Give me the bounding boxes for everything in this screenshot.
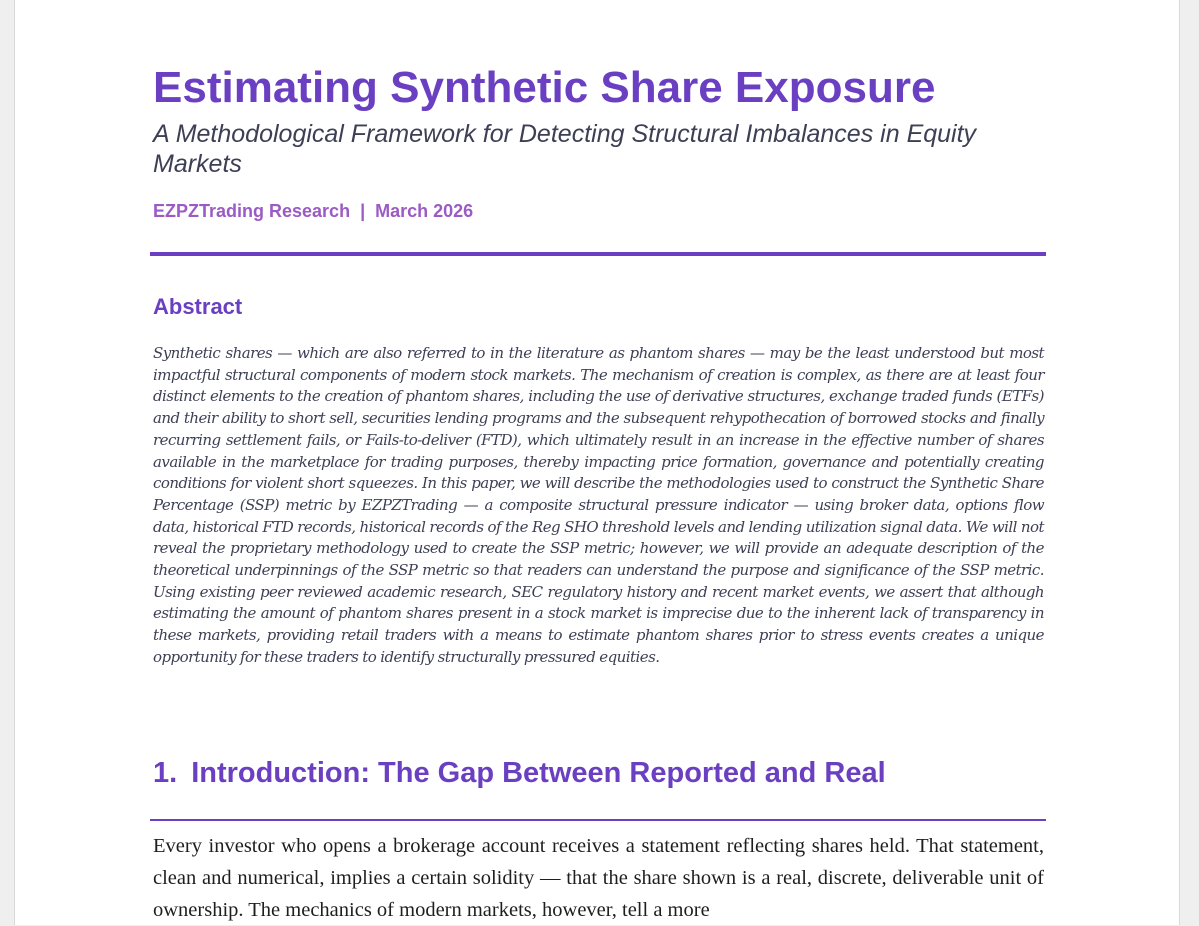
paper-title: Estimating Synthetic Share Exposure (153, 63, 936, 112)
section-divider (150, 819, 1046, 821)
byline-date: March 2026 (375, 201, 474, 221)
document-page (14, 0, 1180, 925)
byline-organization: EZPZTrading Research (153, 201, 351, 221)
section-heading-introduction (153, 755, 886, 791)
paper-subtitle: A Methodological Framework for Detecting Structural Imbalances in Equity Markets (153, 120, 977, 178)
section-title: Introduction: The Gap Between Reported and Real (191, 757, 886, 789)
abstract-heading: Abstract (153, 294, 243, 319)
title-divider (150, 252, 1046, 256)
byline-separator: | (360, 201, 366, 221)
byline (153, 199, 473, 223)
abstract-text: Synthetic shares — which are also referred to in the literature as phantom shares — may be the least understood but most impactful structural components of modern stock markets. The mechanism of creation is complex, as there are at least four distinct elements to the creation of phantom shares, including the use of derivative structures, exchange traded funds (ETFs) and their ability to short sell, securities lending programs and the subsequent rehypothecation of borrowed stocks and finally recurring settlement fails, or Fails-to-deliver (FTD), which ultimately result in an increase in the effective number of shares available in the marketplace for trading purposes, thereby impacting price formation, governance and potentially creating conditions for violent short squeezes. In this paper, we will describe the methodologies used to construct the Synthetic Share Percentage (SSP) metric by EZPZTrading — a composite structural pressure indicator — using broker data, options flow data, historical FTD records, historical records of the Reg SHO threshold levels and lending utilization signal data. We will not reveal the proprietary methodology used to create the SSP metric; however, we will provide an adequate description of the theoretical underpinnings of the SSP metric so that readers can understand the purpose and significance of the SSP metric. Using existing peer reviewed academic research, SEC regulatory history and recent market events, we assert that although estimating the amount of phantom shares present in a stock market is imprecise due to the inherent lack of transparency in these markets, providing retail traders with a means to estimate phantom shares prior to stress events creates a unique opportunity for these traders to identify structurally pressured equities. (153, 344, 1044, 666)
introduction-paragraph: Every investor who opens a brokerage account receives a statement reflecting shares held. That statement, clean and numerical, implies a certain solidity — that the share shown is a real, discrete, deliverable unit of ownership. The mechanics of modern markets, however, tell a more (153, 835, 1044, 921)
section-number: 1. (153, 757, 178, 789)
